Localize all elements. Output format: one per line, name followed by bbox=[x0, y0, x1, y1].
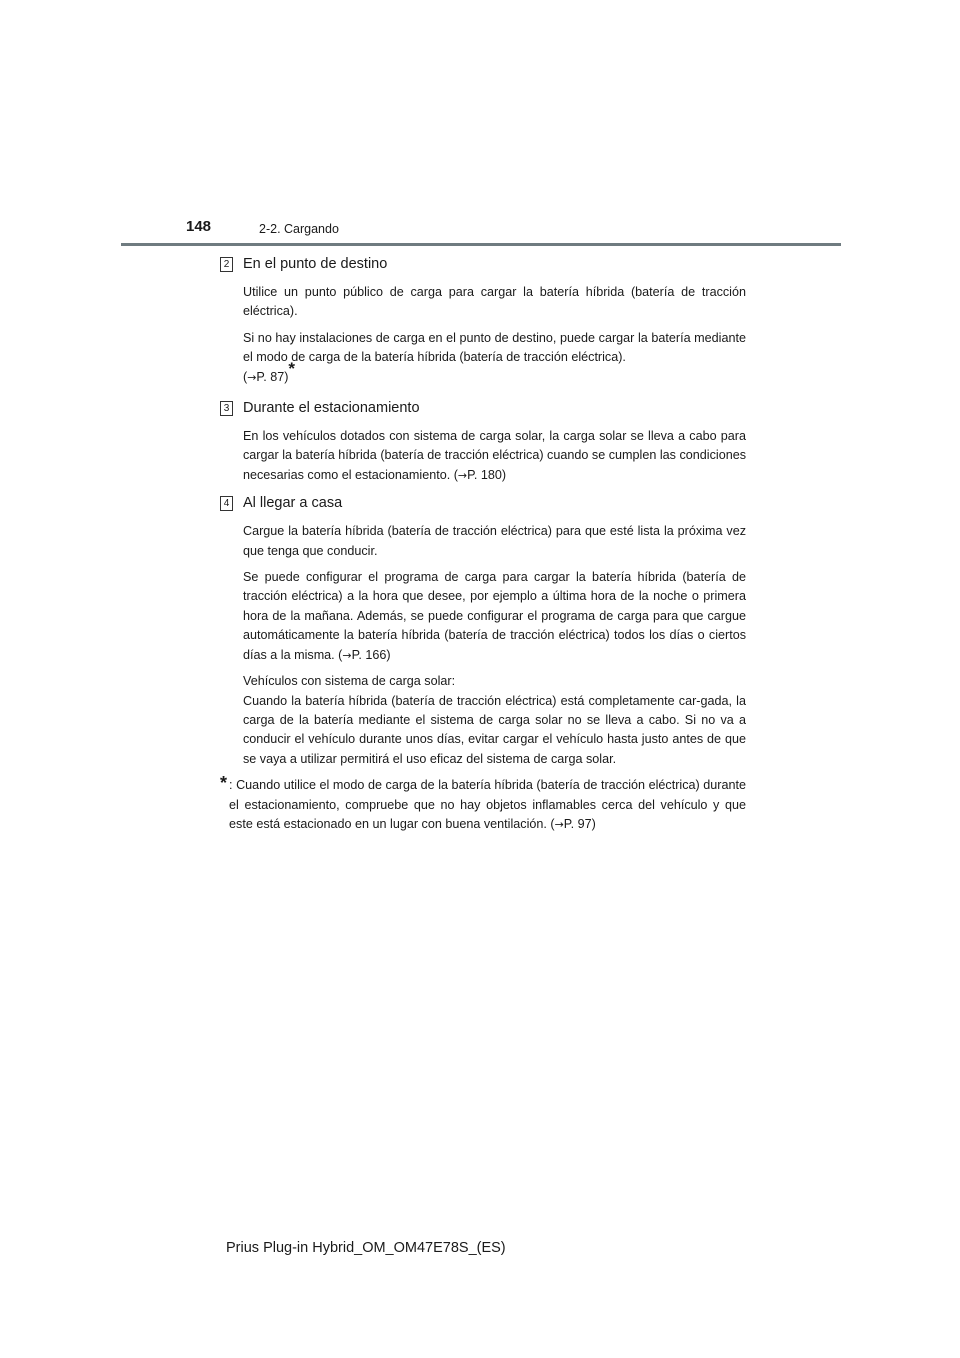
page-reference: P. 166) bbox=[351, 647, 391, 662]
footnote bbox=[220, 773, 746, 834]
paragraph-text: En los vehículos dotados con sistema de carga solar, la carga solar se lleva a cabo para cargar la batería híbrida (batería de tracción eléctrica) cuando se cumplen las condiciones necesarias como el estacionamiento. ( bbox=[243, 429, 746, 482]
step-title: Al llegar a casa bbox=[243, 495, 343, 512]
step-3 bbox=[220, 397, 746, 485]
step-number-badge: 2 bbox=[220, 257, 233, 272]
step-2 bbox=[220, 253, 746, 387]
step-heading bbox=[220, 492, 746, 514]
reference-arrow-icon: → bbox=[554, 817, 564, 831]
section-title: 2-2. Cargando bbox=[259, 222, 339, 236]
step-heading bbox=[220, 397, 746, 419]
step-heading bbox=[220, 253, 746, 275]
step-number-badge: 4 bbox=[220, 496, 233, 511]
document-id: Prius Plug-in Hybrid_OM_OM47E78S_(ES) bbox=[226, 1240, 506, 1256]
asterisk-icon: * bbox=[220, 773, 228, 794]
page-reference: P. 97) bbox=[563, 816, 596, 831]
step-title: Durante el estacionamiento bbox=[243, 400, 420, 417]
reference-arrow-icon: → bbox=[247, 370, 257, 384]
page-reference: P. 180) bbox=[467, 467, 507, 482]
step-title: En el punto de destino bbox=[243, 256, 388, 272]
footnote-text bbox=[229, 776, 746, 834]
footnote-body-text: : Cuando utilice el modo de carga de la batería híbrida (batería de tracción eléctrica) durante el estacionamiento, compruebe que no hay objetos inflamables cerca del vehículo y que este está estacionado en un lugar con buena ventilación. ( bbox=[229, 778, 746, 831]
paragraph: Vehículos con sistema de carga solar: bbox=[243, 674, 456, 689]
step-number-badge: 3 bbox=[220, 401, 233, 416]
reference-arrow-icon: → bbox=[342, 648, 352, 662]
paragraph bbox=[243, 568, 746, 665]
page-number: 148 bbox=[186, 218, 212, 235]
reference-arrow-icon: → bbox=[457, 468, 468, 482]
paragraph-text: Se puede configurar el programa de carga para cargar la batería híbrida (batería de tracción eléctrica) a la hora que desee, por ejemplo a última hora de la noche o primera hora de la mañana. Además, se puede configurar el programa de carga para que cargue automáticamente la batería híbrida (batería de tracción eléctrica) todos los días o ciertos días a la misma. ( bbox=[243, 570, 746, 662]
paragraph: Cargue la batería híbrida (batería de tracción eléctrica) para que esté lista la próxima vez que tenga que conducir. bbox=[243, 524, 746, 558]
main-content bbox=[220, 253, 746, 834]
step-4 bbox=[220, 492, 746, 769]
page-reference: P. 87) bbox=[256, 369, 289, 384]
asterisk-icon: * bbox=[288, 358, 296, 378]
paragraph: Utilice un punto público de carga para cargar la batería híbrida (batería de tracción eléctrica). bbox=[243, 285, 746, 319]
paragraph-text: Si no hay instalaciones de carga en el punto de destino, puede cargar la batería mediante el modo de carga de la batería híbrida (batería de tracción eléctrica). bbox=[243, 330, 746, 365]
header-divider bbox=[121, 243, 841, 246]
paragraph bbox=[243, 329, 746, 387]
ref-open: ( bbox=[243, 369, 248, 384]
paragraph: Cuando la batería híbrida (batería de tracción eléctrica) está completamente car-gada, la carga de la batería mediante el sistema de carga solar no se lleva a cabo. Si no va a conducir el vehículo durante unos días, evitar cargar el vehículo hasta justo antes de que se vaya a utilizar permitirá el uso eficaz del sistema de carga solar. bbox=[243, 693, 746, 766]
paragraph bbox=[243, 427, 746, 485]
